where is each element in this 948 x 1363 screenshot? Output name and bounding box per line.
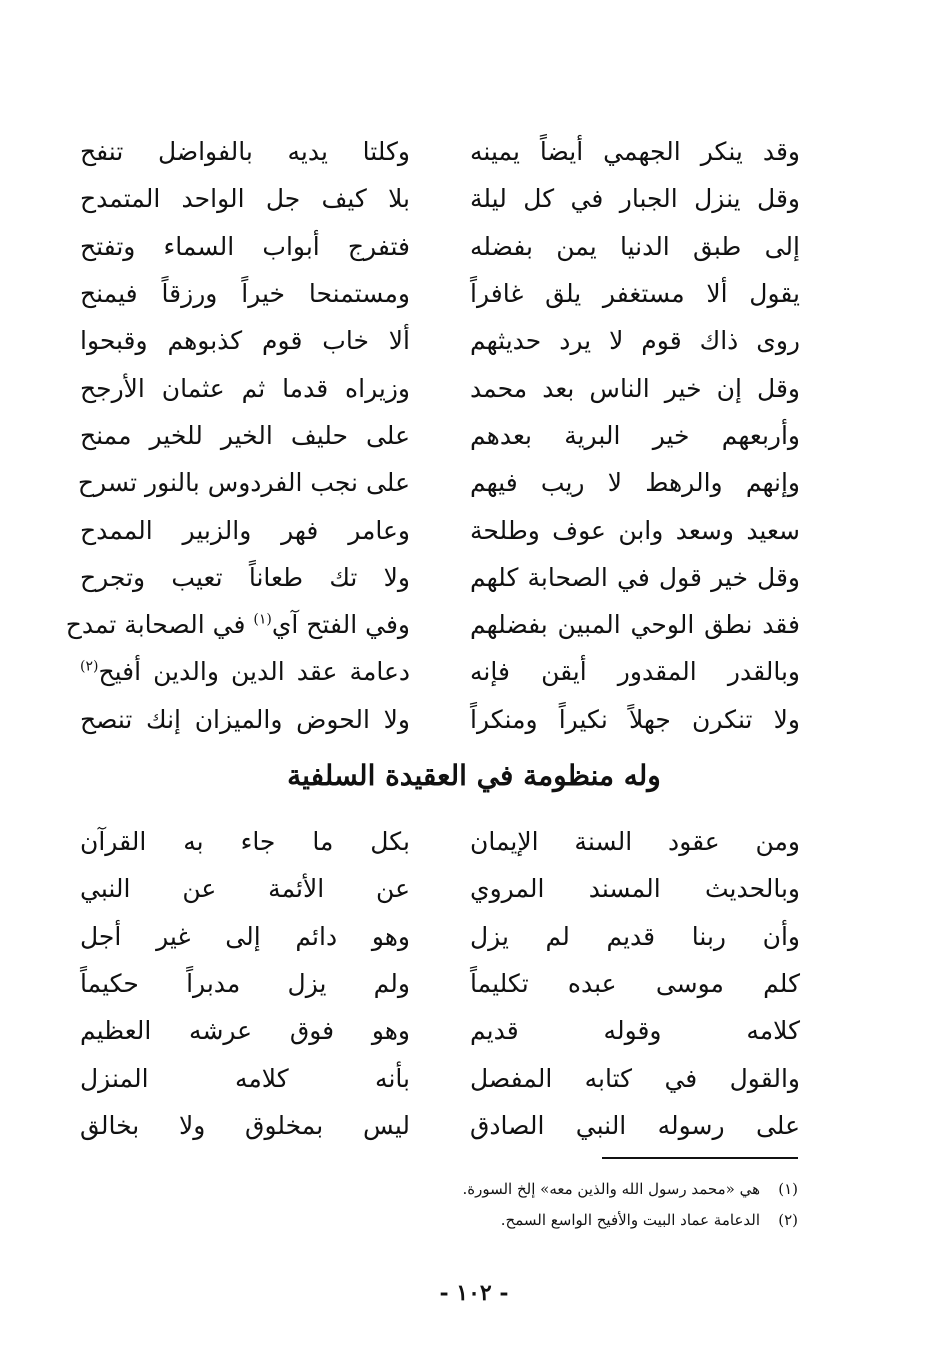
hemistich-text: وفي الفتح آي: [271, 610, 410, 640]
footnote: [462, 1211, 798, 1242]
poem-verses-2: [80, 818, 800, 1149]
verse: [80, 960, 800, 1007]
verse-second-hemistich: ولا تك طعاناً تعيب وتجرح: [80, 562, 410, 592]
verse: [80, 648, 800, 695]
verse-first-hemistich: ولا تنكرن جهلاً نكيراً ومنكراً: [470, 704, 800, 734]
verse-first-hemistich: على رسوله النبي الصادق: [470, 1110, 800, 1140]
verse-first-hemistich: وإنهم والرهط لا ريب فيهم: [470, 468, 800, 498]
verse-second-hemistich: وكلتا يديه بالفواضل تنفح: [80, 137, 410, 167]
verse-second-hemistich: على نجب الفردوس بالنور تسرح: [77, 468, 410, 498]
verse: [80, 128, 800, 175]
footnote-marker: (٢): [80, 659, 99, 676]
verse-second-hemistich: فتفرج أبواب السماء وتفتح: [80, 231, 410, 261]
verse-first-hemistich: ومن عقود السنة الإيمان: [470, 827, 800, 857]
verse-second-hemistich: عن الأئمة عن النبي: [80, 874, 410, 904]
footnote-marker: (١): [253, 611, 272, 628]
verse: [80, 364, 800, 411]
footnote-text: هي «محمد رسول الله والذين معه» إلخ السورة.: [462, 1180, 760, 1198]
verse-first-hemistich: روى ذاك قوم لا يرد حديثهم: [470, 326, 800, 356]
verse-first-hemistich: إلى طبق الدنيا يمن بفضله: [470, 231, 800, 261]
verse: [80, 270, 800, 317]
verse-first-hemistich: وقل إن خير الناس بعد محمد: [470, 373, 800, 403]
footnote-divider: [602, 1157, 798, 1159]
verse: [80, 506, 800, 553]
verse-second-hemistich: وزيراه قدما ثم عثمان الأرجح: [80, 373, 410, 403]
page-number: - ١٠٢ -: [439, 1280, 509, 1306]
footnote-number: (٢): [778, 1211, 798, 1229]
verse: [80, 696, 800, 743]
verse: [80, 1102, 800, 1149]
verse: [80, 913, 800, 960]
verse-second-hemistich: ومستمنحا خيراً ورزقاً فيمنح: [80, 279, 410, 309]
section-title: وله منظومة في العقيدة السلفية: [287, 759, 661, 792]
verse-second-hemistich: وهو دائم إلى غير أجل: [80, 921, 410, 951]
verse-first-hemistich: وقل خير قول في الصحابة كلهم: [470, 562, 800, 592]
verse-first-hemistich: وقل ينزل الجبار في كل ليلة: [470, 184, 800, 214]
verse: [80, 865, 800, 912]
verse-first-hemistich: كلامه وقوله قديم: [470, 1016, 800, 1046]
footnote-text: الدعامة عماد البيت والأفيح الواسع السمح.: [500, 1211, 760, 1229]
footnote: [462, 1180, 798, 1211]
verse-second-hemistich: [80, 657, 410, 687]
verse-second-hemistich: ألا خاب قوم كذبوهم وقبحوا: [80, 326, 410, 356]
verse: [77, 459, 800, 506]
verse-first-hemistich: وبالقدر المقدور أيقن فإنه: [470, 657, 800, 687]
verse: [65, 601, 800, 648]
verse-first-hemistich: سعيد وسعد وابن عوف وطلحة: [470, 515, 800, 545]
footnotes: [462, 1180, 798, 1242]
verse-second-hemistich: ولم يزل مدبراً حكيماً: [80, 969, 410, 999]
verse-second-hemistich: وعامر فهر والزبير الممدح: [80, 515, 410, 545]
verse-first-hemistich: وقد ينكر الجهمي أيضاً يمينه: [470, 137, 800, 167]
verse-second-hemistich: بلا كيف جل الواحد المتمدح: [80, 184, 410, 214]
verse-first-hemistich: وأربعهم خير البرية بعدهم: [470, 420, 800, 450]
verse-second-hemistich: ولا الحوض والميزان إنك تنصح: [80, 704, 410, 734]
footnote-number: (١): [778, 1180, 798, 1198]
verse-second-hemistich: [65, 610, 410, 640]
verse: [80, 1054, 800, 1101]
verse: [80, 223, 800, 270]
poem-verses-1: [65, 128, 800, 743]
verse-first-hemistich: فقد نطق الوحي المبين بفضلهم: [470, 610, 800, 640]
verse-first-hemistich: يقول ألا مستغفر يلق غافراً: [470, 279, 800, 309]
verse: [80, 554, 800, 601]
verse-second-hemistich: بكل ما جاء به القرآن: [80, 827, 410, 857]
verse-second-hemistich: وهو فوق عرشه العظيم: [80, 1016, 410, 1046]
verse-first-hemistich: كلم موسى عبده تكليماً: [470, 969, 800, 999]
verse: [80, 1007, 800, 1054]
verse: [80, 412, 800, 459]
verse: [80, 818, 800, 865]
verse-first-hemistich: وبالحديث المسند المروي: [470, 874, 800, 904]
verse-second-hemistich: على حليف الخير للخير ممنح: [80, 420, 410, 450]
verse-first-hemistich: والقول في كتابه المفصل: [470, 1063, 800, 1093]
verse: [80, 175, 800, 222]
verse-second-hemistich: ليس بمخلوق ولا بخالق: [80, 1110, 410, 1140]
hemistich-text-continued: في الصحابة تمدح: [65, 610, 254, 640]
verse-first-hemistich: وأن ربنا قديم لم يزل: [470, 921, 800, 951]
hemistich-text: دعامة عقد الدين والدين أفيح: [98, 657, 410, 687]
verse: [80, 317, 800, 364]
verse-second-hemistich: بأنه كلامه المنزل: [80, 1063, 410, 1093]
